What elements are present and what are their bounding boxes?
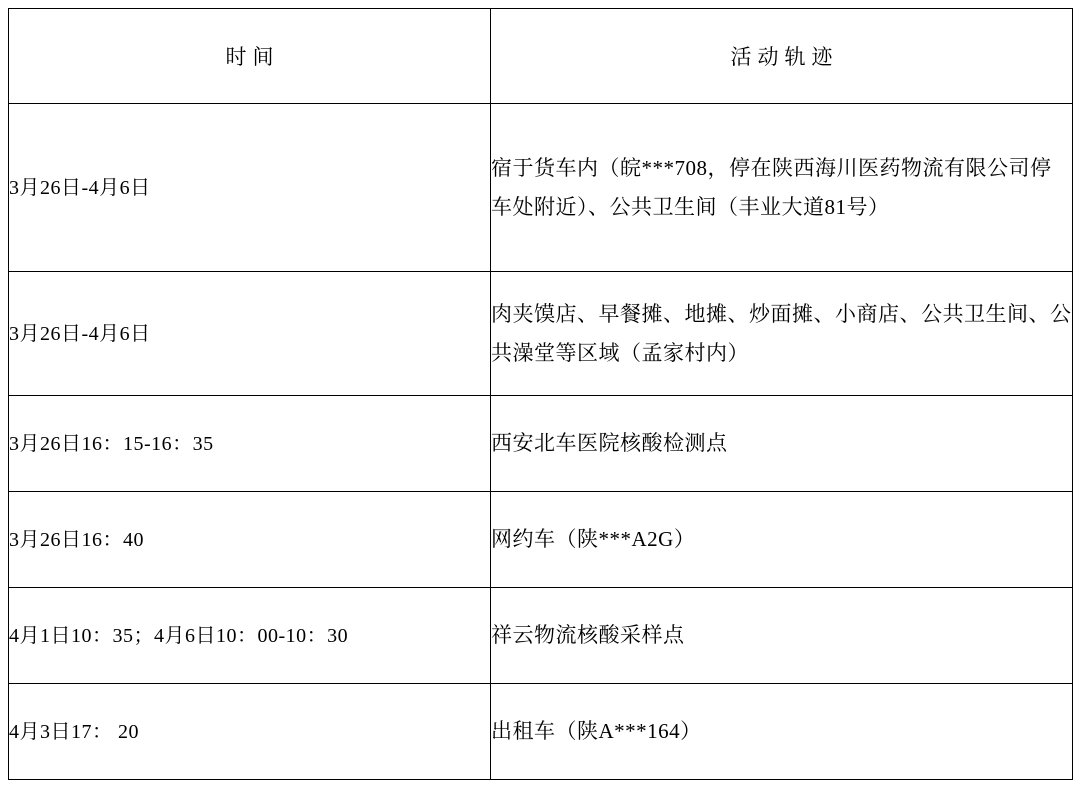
table-row (9, 684, 1073, 780)
table-row (9, 588, 1073, 684)
cell-time: 3月26日-4月6日 (9, 272, 491, 396)
cell-track: 出租车（陕A***164） (491, 684, 1073, 780)
cell-time: 4月3日17： 20 (9, 684, 491, 780)
table-body (9, 104, 1073, 780)
cell-time: 3月26日-4月6日 (9, 104, 491, 272)
table-row (9, 396, 1073, 492)
table-row (9, 104, 1073, 272)
cell-track: 肉夹馍店、早餐摊、地摊、炒面摊、小商店、公共卫生间、公共澡堂等区域（孟家村内） (491, 272, 1073, 396)
table-header-row (9, 9, 1073, 104)
cell-track: 网约车（陕***A2G） (491, 492, 1073, 588)
cell-time: 3月26日16：15-16：35 (9, 396, 491, 492)
cell-time: 4月1日10：35；4月6日10：00-10：30 (9, 588, 491, 684)
column-header-time: 时间 (9, 9, 491, 104)
cell-time: 3月26日16：40 (9, 492, 491, 588)
cell-track: 祥云物流核酸采样点 (491, 588, 1073, 684)
cell-track: 宿于货车内（皖***708，停在陕西海川医药物流有限公司停车处附近）、公共卫生间（丰业大道81号） (491, 104, 1073, 272)
activity-trace-table (8, 8, 1073, 780)
table-row (9, 492, 1073, 588)
column-header-track: 活动轨迹 (491, 9, 1073, 104)
table-row (9, 272, 1073, 396)
table-header (9, 9, 1073, 104)
cell-track: 西安北车医院核酸检测点 (491, 396, 1073, 492)
